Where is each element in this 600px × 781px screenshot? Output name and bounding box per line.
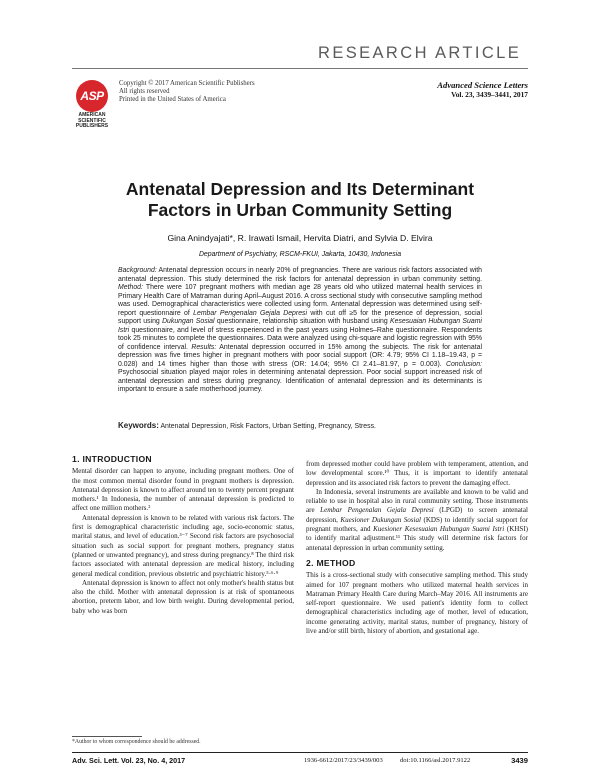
rights-line: All rights reserved bbox=[119, 88, 170, 95]
copyright-line: Copyright © 2017 American Scientific Publishers bbox=[119, 80, 255, 87]
paragraph: This is a cross-sectional study with consecutive sampling method. This study aimed for 107 pregnant mothers who utilized maternal health services in Matraman Primary Health Care during March–May 2016. All instruments are self-report questionnaire. We used patient's identity form to collect demographical characteristics including age of mother, level of education, income generating activity, marital status, number of pregnancy, history of live and/or still birth, history of abortion, and gestational age. bbox=[306, 571, 528, 636]
publisher-name: AMERICAN SCIENTIFIC PUBLISHERS bbox=[75, 112, 109, 130]
printed-line: Printed in the United States of America bbox=[119, 96, 226, 103]
article-title: Antenatal Depression and Its Determinant Factors in Urban Community Setting bbox=[125, 179, 475, 220]
header-rule bbox=[72, 68, 528, 69]
page-number: 3439 bbox=[511, 756, 528, 765]
footer-doi: doi:10.1166/asl.2017.9122 bbox=[400, 757, 471, 764]
section-heading-method: 2. METHOD bbox=[306, 557, 356, 568]
body-column-left bbox=[72, 455, 294, 616]
journal-name: Advanced Science Letters bbox=[437, 80, 528, 90]
body-column-right bbox=[306, 460, 528, 636]
asp-logo-mark: ASP bbox=[76, 80, 108, 112]
journal-block bbox=[437, 80, 528, 100]
article-type-banner: RESEARCH ARTICLE bbox=[318, 44, 522, 62]
paragraph: Mental disorder can happen to anyone, including pregnant mothers. One of the most common mental disorder found in pregnant mothers is depression. Antenatal depression is known to affect around ten to twenty percent pregnant mothers.¹ In Indonesia, the number of antenatal depression is predicted to affect one million mothers.² bbox=[72, 467, 294, 513]
paragraph: Antenatal depression is known to be related with various risk factors. The first is demographical characteristic including age, socio-economic status, marital status, and level of education.³⁻⁷ Second risk factors are psychosocial situation such as social support for pregnant mothers, pregnancy status (planned or unwanted pregnancy), and stress during pregnancy.⁸ The third risk factors associated with antenatal depression are medical history, including general medical condition, previous obstetric and psychiatric history.⁵·⁶·⁹ bbox=[72, 513, 294, 578]
paragraph: Antenatal depression is known to affect not only mother's health status but also the child. Mother with antenatal depression is at risk of spontaneous abortion, preterm labor, and low birth weight. During developmental period, baby who was born bbox=[72, 578, 294, 615]
journal-volume: Vol. 23, 3439–3441, 2017 bbox=[451, 90, 528, 99]
paragraph: In Indonesia, several instruments are available and known to be valid and reliable to use in hospital also in rural community setting. Those instruments are Lembar Pengenalan Gejala Depresi (LPGD) to screen antenatal depression, Kuesioner Dukungan Sosial (KDS) to identify social support for pregnant mothers, and Kuesioner Kesesuaian Hubungan Suami Istri (KHSI) to identify marital adjustment.¹¹ This study will determine risk factors for antenatal depression in urban community setting. bbox=[306, 487, 529, 552]
footnote-rule bbox=[72, 736, 142, 737]
correspondence-footnote: *Author to whom correspondence should be addressed. bbox=[72, 739, 201, 745]
section-heading-introduction: 1. INTRODUCTION bbox=[72, 454, 152, 464]
author-list: Gina Anindyajati*, R. Irawati Ismail, Hervita Diatri, and Sylvia D. Elvira bbox=[167, 233, 433, 243]
affiliation: Department of Psychiatry, RSCM-FKUI, Jakarta, 10430, Indonesia bbox=[198, 251, 402, 258]
abstract: Background: Antenatal depression occurs in nearly 20% of pregnancies. There are various risk factors associated with antenatal depression. This study determined the risk factors for antenatal depression in urban community setting. Method: There were 107 pregnant mothers with median age 28 years old who utilized maternal health services in Primary Health Care of Matraman during April–August 2016. A cross sectional study with consecutive sampling method was used. Demographical characteristics were collected using form. Antenatal depression was determined using self-report questionnaire of Lembar Pengenalan Gejala Depresi with cut off ≥5 for the presence of depression, social support using Dukungan Sosial questionnaire, relationship situation with husband using Kesesuaian Hubungan Suami Istri questionnaire, and level of stress experienced in the past years using Holmes–Rahe questionnaire. Respondents took 25 minutes to complete the questionnaires. Data were analyzed using chi-square and logistic regression with 95% of confidence interval. Results: Antenatal depression occurred in 15% among the subjects. The risk for antenatal depression was five times higher in pregnant mothers with poor social support (OR: 4.79; 95% CI 1.18–19.43, p = 0.028) and 14 times higher than those with stress (OR: 14.04; 95% CI 2.41–81.97, p = 0.003). Conclusion: Psychosocial situation played major roles in determining antenatal depression. Poor social support increased risk of antenatal depression and stress during pregnancy. Identification of antenatal depression and its determinants is important to ensure a safe motherhood journey. bbox=[118, 267, 482, 393]
footer-rule bbox=[72, 752, 528, 753]
paragraph: from depressed mother could have problem with temperament, attention, and low developmental score.¹⁰ Thus, it is important to identify antenatal depression and its associated risk factors to prevent the damaging effect. bbox=[306, 460, 528, 487]
footer-issn: 1936-6612/2017/23/3439/003 bbox=[304, 757, 383, 764]
keywords: Keywords: Antenatal Depression, Risk Factors, Urban Setting, Pregnancy, Stress. bbox=[118, 421, 376, 430]
footer-citation: Adv. Sci. Lett. Vol. 23, No. 4, 2017 bbox=[72, 756, 186, 765]
copyright-block bbox=[119, 80, 255, 104]
